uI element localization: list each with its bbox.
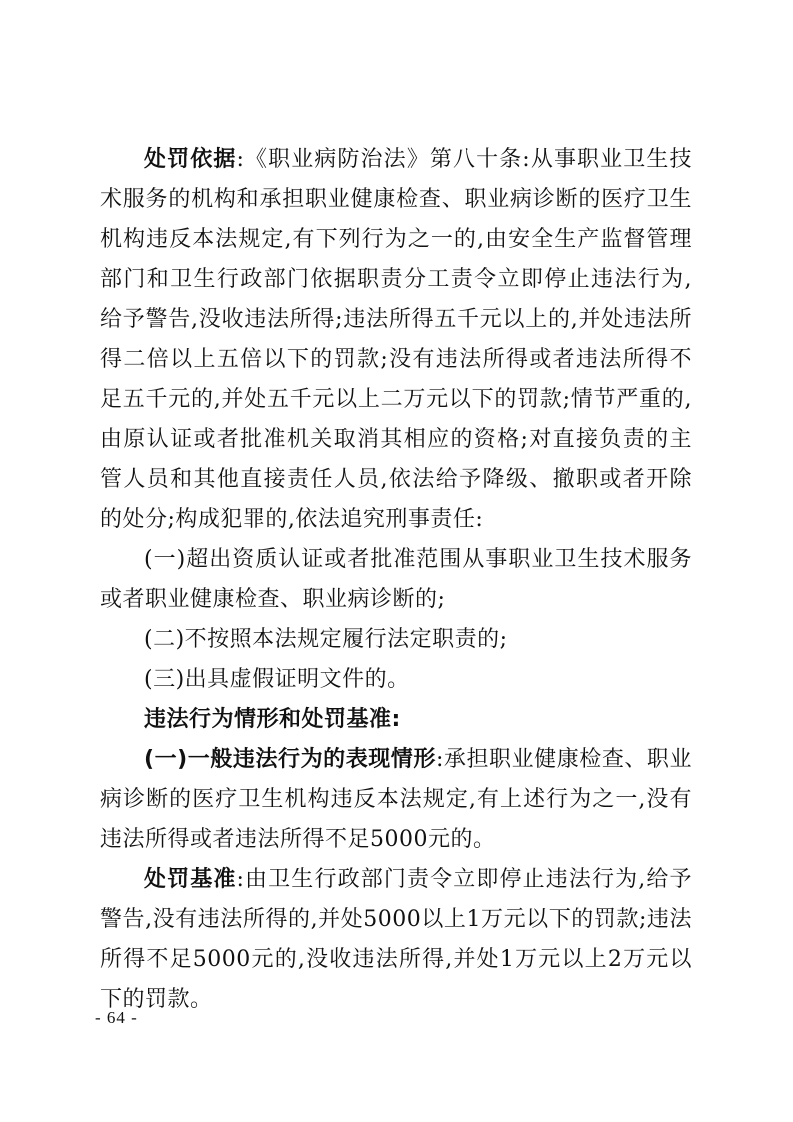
general-violation-paragraph bbox=[100, 740, 692, 860]
violation-item-1: (一)超出资质认证或者批准范围从事职业卫生技术服务或者职业健康检查、职业病诊断的; bbox=[100, 547, 692, 612]
section-heading-text: 违法行为情形和处罚基准: bbox=[144, 707, 401, 732]
page-number: - 64 - bbox=[95, 1008, 138, 1027]
document-body bbox=[100, 140, 692, 1020]
penalty-standard-paragraph bbox=[100, 860, 692, 1020]
general-violation-heading: (一)一般违法行为的表现情形 bbox=[144, 747, 436, 772]
section-heading bbox=[100, 700, 692, 740]
general-violation-text: :承担职业健康检查、职业病诊断的医疗卫生机构违反本法规定,有上述行为之一,没有违法所得或者违法所得不足5000元的。 bbox=[100, 747, 692, 852]
legal-basis-text: :《职业病防治法》第八十条:从事职业卫生技术服务的机构和承担职业健康检查、职业病诊断的医疗卫生机构违反本法规定,有下列行为之一的,由安全生产监督管理部门和卫生行政部门依据职责分工责令立即停止违法行为,给予警告,没收违法所得;违法所得五千元以上的,并处违法所得二倍以上五倍以下的罚款;没有违法所得或者违法所得不足五千元的,并处五千元以上二万元以下的罚款;情节严重的,由原认证或者批准机关取消其相应的资格;对直接负责的主管人员和其他直接责任人员,依法给予降级、撤职或者开除的处分;构成犯罪的,依法追究刑事责任: bbox=[100, 147, 692, 532]
violation-item-2: (二)不按照本法规定履行法定职责的; bbox=[144, 627, 508, 652]
violation-item-3: (三)出具虚假证明文件的。 bbox=[144, 667, 410, 692]
penalty-standard-text: :由卫生行政部门责令立即停止违法行为,给予警告,没有违法所得的,并处5000以上1万元以下的罚款;违法所得不足5000元的,没收违法所得,并处1万元以上2万元以下的罚款。 bbox=[100, 867, 692, 1012]
legal-basis-paragraph bbox=[100, 140, 692, 540]
penalty-standard-heading: 处罚基准 bbox=[144, 867, 237, 892]
legal-basis-heading: 处罚依据 bbox=[144, 147, 237, 172]
